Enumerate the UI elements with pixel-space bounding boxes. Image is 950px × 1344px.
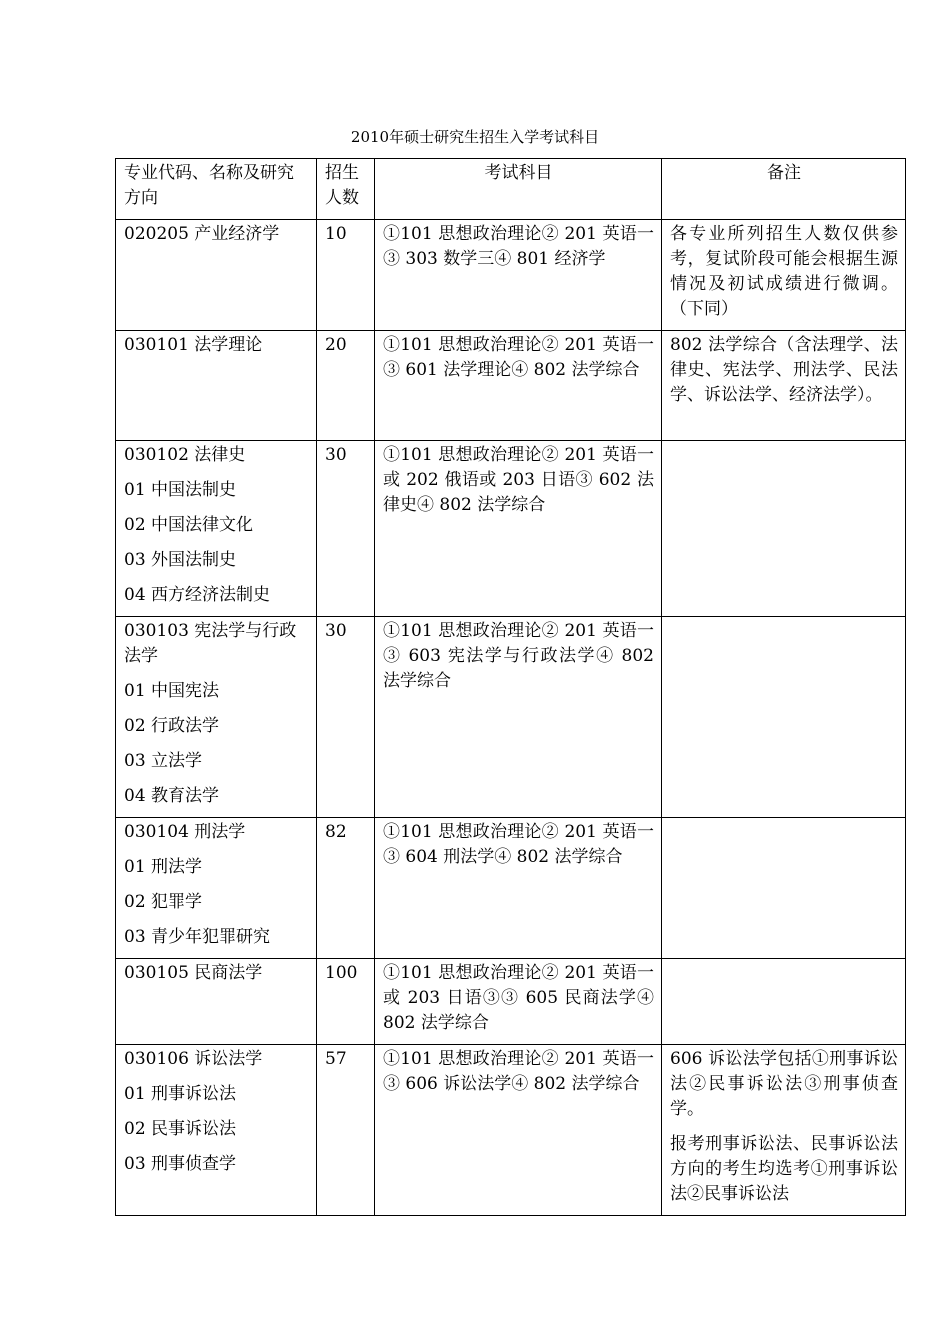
major-cell (116, 818, 317, 959)
major-name: 030106 诉讼法学 (124, 1049, 263, 1069)
note-text: 606 诉讼法学包括①刑事诉讼法②民事诉讼法③刑事侦查学。 (670, 1049, 898, 1119)
notes-cell (662, 441, 906, 617)
major-name: 030105 民商法学 (124, 963, 263, 983)
table-row (116, 220, 906, 331)
header-major: 专业代码、名称及研究方向 (116, 159, 317, 220)
note-text: 报考刑事诉讼法、民事诉讼法方向的考生均选考①刑事诉讼法②民事诉讼法 (670, 1134, 898, 1204)
notes-cell (662, 220, 906, 331)
header-quota: 招生人数 (317, 159, 375, 220)
note-text: 802 法学综合（含法理学、法律史、宪法学、刑法学、民法学、诉讼法学、经济法学）。 (670, 335, 898, 405)
subjects-cell: ①101 思想政治理论② 201 英语一或 203 日语③③ 605 民商法学④ 802 法学综合 (375, 959, 662, 1045)
major-cell (116, 959, 317, 1045)
quota-cell: 10 (317, 220, 375, 331)
table-row (116, 617, 906, 818)
notes-cell (662, 331, 906, 441)
research-direction: 03 外国法制史 (124, 550, 237, 570)
research-direction: 04 西方经济法制史 (124, 585, 271, 605)
subjects-cell: ①101 思想政治理论② 201 英语一③ 303 数学三④ 801 经济学 (375, 220, 662, 331)
research-direction: 01 中国法制史 (124, 480, 237, 500)
exam-subjects-table (115, 158, 906, 1216)
table-row (116, 959, 906, 1045)
subjects-cell: ①101 思想政治理论② 201 英语一③ 606 诉讼法学④ 802 法学综合 (375, 1045, 662, 1216)
research-direction: 02 犯罪学 (124, 892, 203, 912)
major-name: 020205 产业经济学 (124, 224, 280, 244)
major-cell (116, 1045, 317, 1216)
subjects-cell: ①101 思想政治理论② 201 英语一③ 603 宪法学与行政法学④ 802 法学综合 (375, 617, 662, 818)
document-title: 2010年硕士研究生招生入学考试科目 (350, 128, 600, 146)
research-direction: 02 民事诉讼法 (124, 1119, 237, 1139)
header-notes: 备注 (662, 159, 906, 220)
major-name: 030102 法律史 (124, 445, 246, 465)
research-direction: 02 中国法律文化 (124, 515, 254, 535)
major-name: 030103 宪法学与行政法学 (124, 621, 297, 666)
notes-cell (662, 1045, 906, 1216)
quota-cell: 30 (317, 441, 375, 617)
notes-cell (662, 818, 906, 959)
quota-cell: 57 (317, 1045, 375, 1216)
subjects-cell: ①101 思想政治理论② 201 英语一③ 601 法学理论④ 802 法学综合 (375, 331, 662, 441)
research-direction: 01 刑事诉讼法 (124, 1084, 237, 1104)
major-name: 030101 法学理论 (124, 335, 263, 355)
major-name: 030104 刑法学 (124, 822, 246, 842)
research-direction: 01 中国宪法 (124, 681, 220, 701)
note-text: 各专业所列招生人数仅供参考，复试阶段可能会根据生源情况及初试成绩进行微调。（下同） (670, 224, 898, 319)
research-direction: 01 刑法学 (124, 857, 203, 877)
research-direction: 02 行政法学 (124, 716, 220, 736)
quota-cell: 30 (317, 617, 375, 818)
research-direction: 03 青少年犯罪研究 (124, 927, 271, 947)
major-cell (116, 331, 317, 441)
quota-cell: 100 (317, 959, 375, 1045)
table-row (116, 331, 906, 441)
table-row (116, 441, 906, 617)
notes-cell (662, 959, 906, 1045)
notes-cell (662, 617, 906, 818)
subjects-cell: ①101 思想政治理论② 201 英语一或 202 俄语或 203 日语③ 602 法律史④ 802 法学综合 (375, 441, 662, 617)
header-row (116, 159, 906, 220)
table-row (116, 1045, 906, 1216)
header-subjects: 考试科目 (375, 159, 662, 220)
quota-cell: 20 (317, 331, 375, 441)
quota-cell: 82 (317, 818, 375, 959)
research-direction: 03 立法学 (124, 751, 203, 771)
major-cell (116, 220, 317, 331)
research-direction: 04 教育法学 (124, 786, 220, 806)
major-cell (116, 617, 317, 818)
table-row (116, 818, 906, 959)
research-direction: 03 刑事侦查学 (124, 1154, 237, 1174)
subjects-cell: ①101 思想政治理论② 201 英语一③ 604 刑法学④ 802 法学综合 (375, 818, 662, 959)
major-cell (116, 441, 317, 617)
